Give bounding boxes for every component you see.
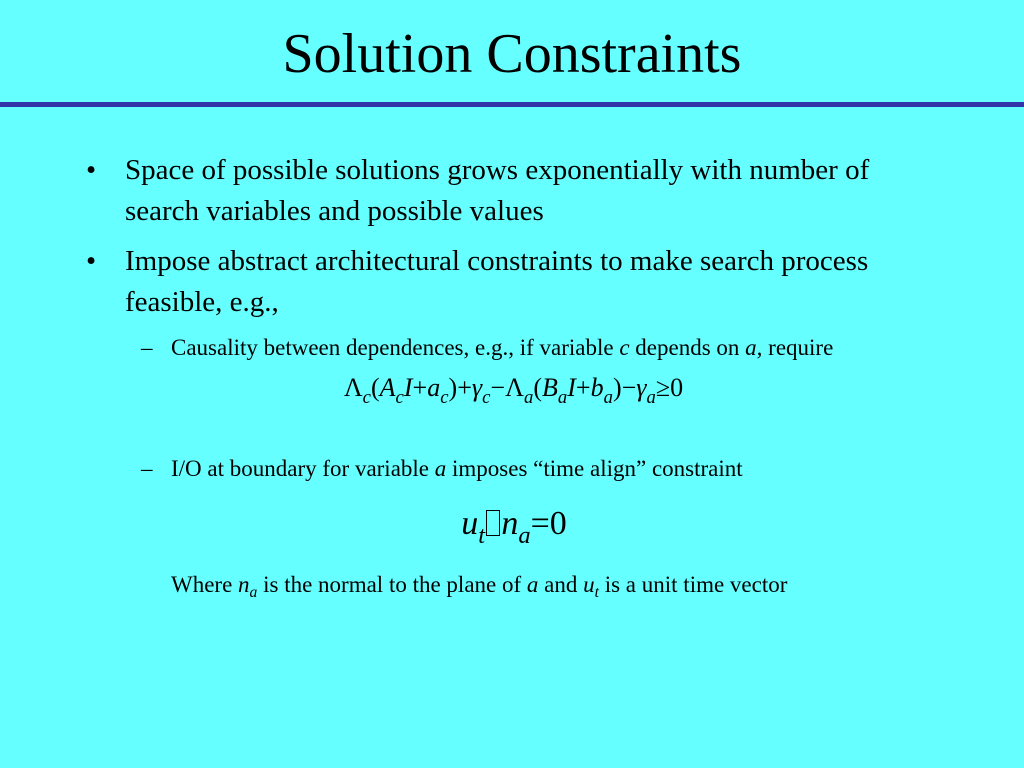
- sub-bullet-text: depends on: [629, 335, 746, 360]
- bullet-text: Impose abstract architectural constraints to make search process feasible, e.g.,: [125, 245, 869, 318]
- eq-var: b: [590, 373, 604, 402]
- time-align-equation: [4, 504, 1024, 554]
- eq-sub: a: [523, 386, 534, 408]
- variable-a: a,: [745, 335, 763, 360]
- sub-bullet-text: imposes “time align” constraint: [446, 456, 743, 481]
- eq-sub: a: [646, 386, 656, 408]
- bullet-text: Space of possible solutions grows exponentially with number of search variables and possible values: [125, 154, 870, 227]
- eq-lambda: Λ: [343, 373, 363, 402]
- note-text: is a unit time vector: [598, 572, 788, 597]
- eq-var: A: [379, 373, 396, 402]
- eq-var: u: [461, 505, 479, 542]
- eq-gamma: γ: [636, 373, 647, 402]
- variable-a: a: [434, 456, 447, 481]
- eq-var: B: [541, 373, 558, 402]
- missing-glyph-icon: [486, 510, 500, 536]
- where-note: [0, 569, 891, 601]
- bullet-marker: •: [86, 154, 97, 186]
- eq-lambda: Λ: [505, 373, 524, 402]
- note-var: u: [583, 572, 595, 597]
- note-text: and: [538, 572, 584, 597]
- eq-op: =: [530, 505, 550, 542]
- eq-op: ≥: [655, 373, 671, 402]
- title-divider: [0, 102, 1024, 107]
- eq-paren: ): [448, 373, 458, 402]
- causality-equation: [3, 371, 1024, 408]
- eq-var: n: [501, 505, 519, 542]
- eq-paren: (: [533, 373, 542, 402]
- note-sub: a: [249, 583, 258, 601]
- slide-title: Solution Constraints: [282, 23, 742, 85]
- note-text: Where: [171, 572, 239, 597]
- eq-var: I: [567, 373, 576, 402]
- eq-var: I: [403, 373, 413, 402]
- eq-sub: c: [482, 386, 491, 408]
- slide-body: [0, 150, 1024, 601]
- eq-op: +: [412, 373, 428, 402]
- eq-op: +: [575, 373, 591, 402]
- bullet-item: [0, 241, 905, 323]
- eq-var: a: [427, 373, 441, 402]
- eq-number: 0: [670, 373, 684, 402]
- eq-sub: c: [440, 386, 449, 408]
- sub-bullet-marker: –: [141, 456, 153, 481]
- eq-sub: c: [395, 386, 404, 408]
- eq-paren: ): [612, 373, 622, 402]
- note-var: n: [238, 572, 250, 597]
- note-var: a: [526, 572, 539, 597]
- bullet-item: [0, 150, 905, 232]
- eq-sub: c: [362, 386, 371, 408]
- eq-gamma: γ: [471, 373, 483, 402]
- sub-bullet-marker: –: [141, 335, 153, 360]
- bullet-marker: •: [86, 245, 97, 277]
- eq-op: +: [457, 373, 472, 402]
- eq-op: −: [490, 373, 506, 402]
- eq-op: −: [621, 373, 637, 402]
- eq-sub: a: [557, 386, 568, 408]
- sub-bullet-item: [0, 332, 931, 364]
- sub-bullet-item: [0, 453, 931, 485]
- note-sub: t: [594, 583, 599, 601]
- sub-bullet-text: require: [762, 335, 834, 360]
- sub-bullet-text: Causality between dependences, e.g., if variable: [171, 335, 620, 360]
- eq-sub: a: [603, 386, 613, 408]
- eq-sub: a: [518, 521, 531, 549]
- sub-bullet-text: I/O at boundary for variable: [171, 456, 435, 481]
- eq-paren: (: [370, 373, 380, 402]
- eq-sub: t: [478, 521, 486, 549]
- variable-c: c: [619, 335, 630, 360]
- eq-number: 0: [549, 505, 567, 542]
- note-text: is the normal to the plane of: [257, 572, 527, 597]
